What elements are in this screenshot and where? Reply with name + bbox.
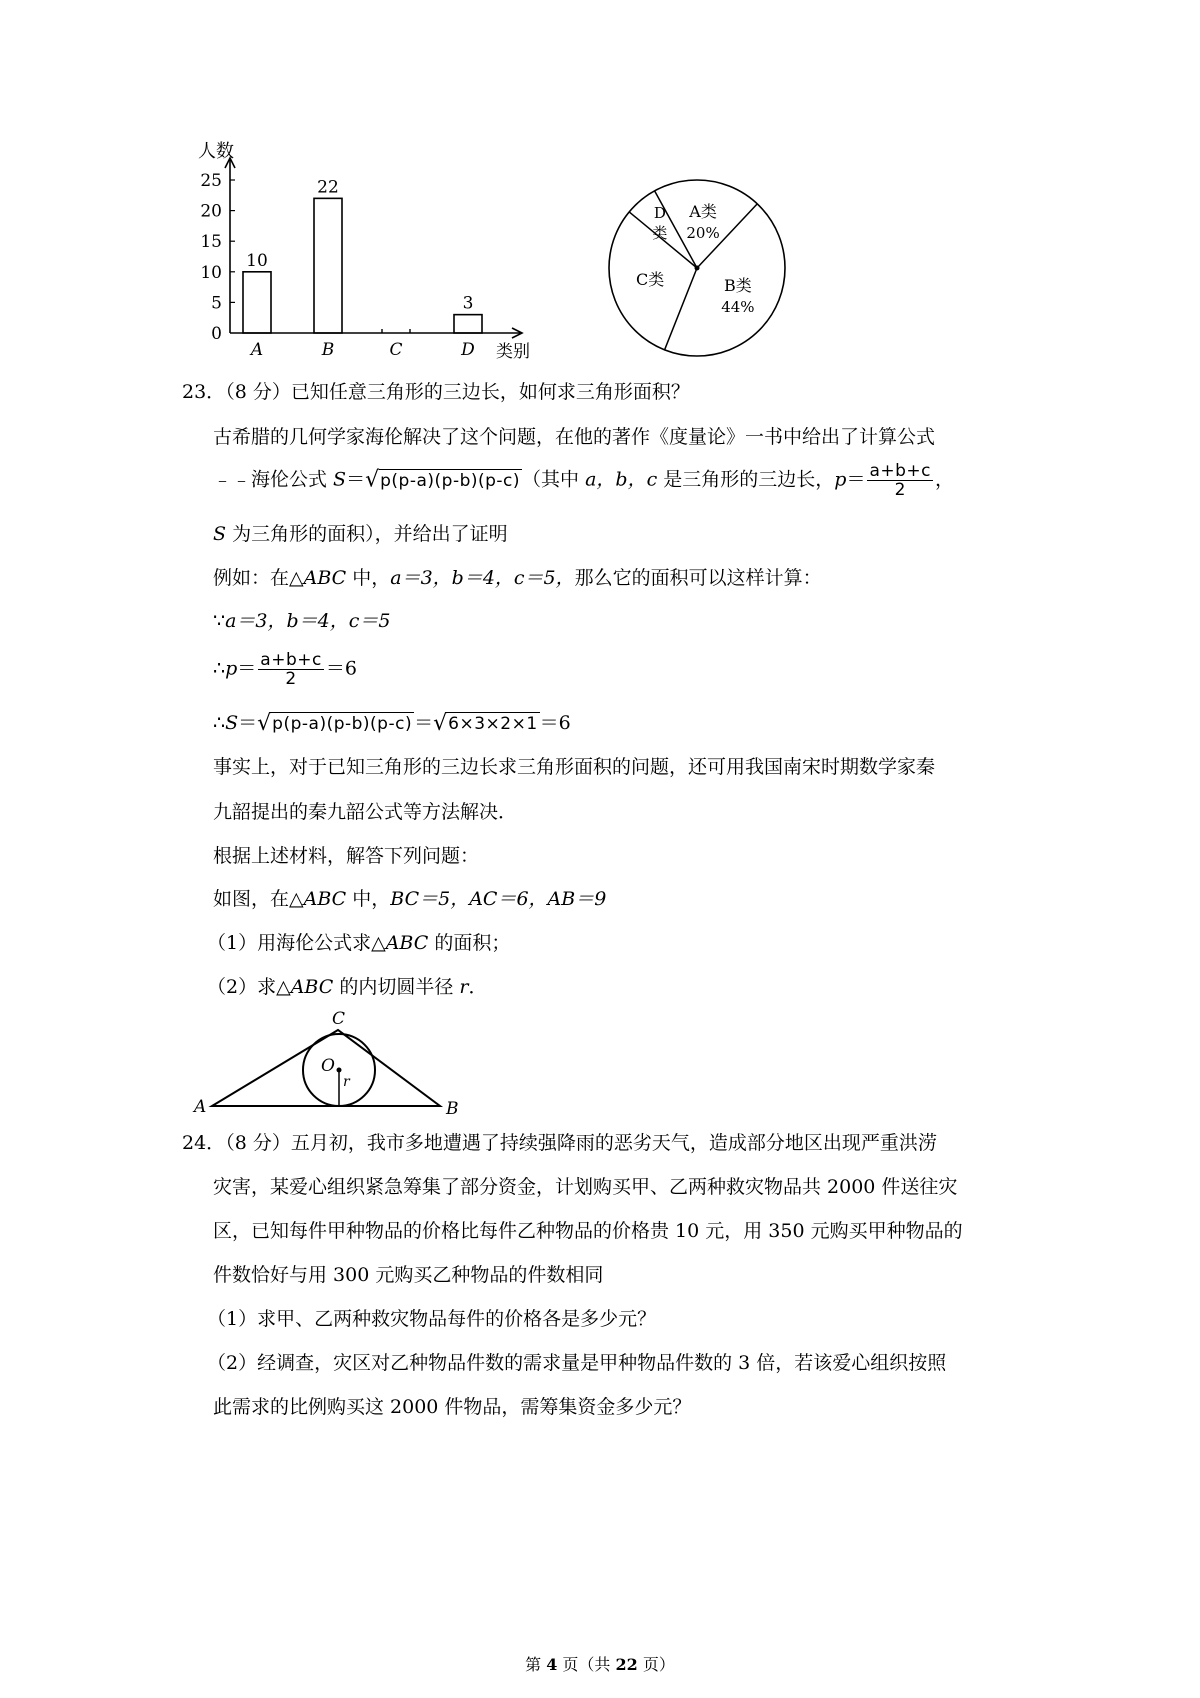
text: 的面积； <box>428 932 511 954</box>
pie-chart <box>600 165 800 365</box>
q24-line-3: 区，已知每件甲种物品的价格比每件乙种物品的价格贵 10 元，用 350 元购买甲种物品的 <box>213 1220 963 1242</box>
x-tick-label: D <box>461 340 475 360</box>
abc-vars: a，b，c <box>585 468 658 491</box>
q23-fact-2: 九韶提出的秦九韶公式等方法解决． <box>213 801 518 823</box>
data-label: 22 <box>317 177 339 198</box>
q23-number: 23． <box>182 381 226 403</box>
y-axis-label: 人数 <box>198 141 234 162</box>
bar <box>314 198 342 333</box>
q24-sub-2a: （2）经调查，灾区对乙种物品件数的需求量是甲种物品件数的 3 倍，若该爱心组织按照 <box>207 1352 947 1374</box>
text: 中， <box>346 567 391 589</box>
total-pages: 22 <box>615 1655 638 1674</box>
q24-number: 24． <box>182 1132 226 1154</box>
triangle-name: ABC <box>303 567 347 589</box>
pie-slice-label: 类 <box>652 223 668 242</box>
page-footer <box>0 1652 1200 1675</box>
q23-sub-1 <box>207 929 510 957</box>
q23-title: 已知任意三角形的三边长，如何求三角形面积？ <box>290 381 690 403</box>
equals-sign: ＝ <box>846 468 866 491</box>
var-p: p <box>834 468 847 491</box>
q23-p-calc-line <box>213 651 357 688</box>
triangle-name: ABC <box>290 976 334 998</box>
fraction-numerator: a+b+c <box>260 650 322 670</box>
fraction <box>867 462 933 499</box>
q24-sub-2b: 此需求的比例购买这 2000 件物品，需筹集资金多少元？ <box>213 1396 692 1418</box>
pie-center <box>695 266 700 271</box>
q23-paragraph-1: 古希腊的几何学家海伦解决了这个问题，在他的著作《度量论》一书中给出了计算公式 <box>213 426 936 448</box>
q23-paragraph-3 <box>213 520 508 548</box>
q24-score: （8 分） <box>225 1132 291 1154</box>
q24-line-1: 五月初，我市多地遭遇了持续强降雨的恶劣天气，造成部分地区出现严重洪涝 <box>290 1132 937 1154</box>
bar-chart <box>190 135 550 370</box>
pie-slice-label: A类 <box>689 201 717 221</box>
label-A: A <box>194 1097 207 1117</box>
center-point <box>337 1068 342 1073</box>
period: ． <box>468 976 488 998</box>
text: 例如：在△ <box>213 567 304 589</box>
equals-sign: ＝ <box>414 712 434 734</box>
var-S: S <box>333 468 347 491</box>
y-tick-label: 5 <box>211 293 222 314</box>
pie-slice-label: D <box>653 203 666 222</box>
result: ＝6 <box>539 712 571 734</box>
q23-given <box>213 885 606 913</box>
sqrt-numeric-expression: 6×3×2×1 <box>448 714 538 734</box>
side-values: BC＝5，AC＝6，AB＝9 <box>390 888 607 910</box>
q23-task: 根据上述材料，解答下列问题： <box>213 845 480 867</box>
q23-because-line <box>213 607 391 635</box>
y-tick-label: 0 <box>211 324 222 344</box>
x-axis-label: 类别 <box>496 342 530 362</box>
y-tick-label: 10 <box>200 262 222 283</box>
x-tick-label: B <box>321 340 335 360</box>
fraction-denominator: 2 <box>285 669 297 689</box>
footer-text: 第 <box>525 1655 547 1674</box>
label-r: r <box>343 1074 350 1090</box>
y-tick-label: 20 <box>200 201 222 222</box>
data-label: 3 <box>462 293 474 314</box>
q24-sub-1: （1）求甲、乙两种救灾物品每件的价格各是多少元？ <box>207 1308 657 1330</box>
sides-text: 是三角形的三边长， <box>657 468 835 491</box>
because-symbol: ∵ <box>213 610 226 632</box>
q23-fact-1: 事实上，对于已知三角形的三边长求三角形面积的问题，还可用我国南宋时期数学家秦 <box>213 756 936 778</box>
text: （1）用海伦公式求△ <box>207 932 386 954</box>
text: （2）求△ <box>207 976 291 998</box>
equals-sign: ＝ <box>238 712 258 734</box>
sqrt-expression: p(p-a)(p-b)(p-c) <box>272 714 413 734</box>
var-S: S <box>225 712 239 734</box>
fraction <box>258 651 324 688</box>
footer-text: 页（共 <box>557 1655 616 1674</box>
side-values: a＝3，b＝4，c＝5 <box>225 610 391 632</box>
text: 那么它的面积可以这样计算： <box>574 567 822 589</box>
var-S: S <box>213 523 227 545</box>
triangle-incircle-figure <box>190 1008 470 1120</box>
sqrt-icon: √ <box>257 711 272 736</box>
q23-example-intro <box>213 564 822 592</box>
x-tick-label: C <box>389 340 403 360</box>
q23-s-calc-line <box>213 709 571 738</box>
q23-heron-formula-line <box>213 462 954 499</box>
sqrt-icon: √ <box>433 711 448 736</box>
therefore-symbol: ∴ <box>213 712 226 734</box>
label-O: O <box>321 1056 335 1076</box>
triangle-name: ABC <box>303 888 347 910</box>
sqrt-icon: √ <box>365 467 380 493</box>
triangle-name: ABC <box>385 932 429 954</box>
sqrt-expression: p(p-a)(p-b)(p-c) <box>380 470 521 491</box>
data-label: 10 <box>246 250 268 271</box>
q23-sub-2 <box>207 973 487 1001</box>
y-tick-label: 15 <box>200 232 222 253</box>
q23-score: （8 分） <box>225 381 291 403</box>
paren-text: （其中 <box>522 468 586 491</box>
pie-slice-percent: 44% <box>721 297 755 316</box>
text: 如图，在△ <box>213 888 304 910</box>
page-number: 4 <box>546 1655 558 1674</box>
bar <box>454 315 482 333</box>
equals-sign: ＝ <box>237 657 257 680</box>
pie-slice-percent: 20% <box>686 223 720 242</box>
var-r: r <box>459 976 469 998</box>
equals-sign: ＝ <box>346 468 366 491</box>
pie-slice-label: C类 <box>635 270 665 290</box>
text: 的内切圆半径 <box>333 976 460 998</box>
label-C: C <box>332 1009 346 1029</box>
q24-heading <box>182 1129 937 1157</box>
footer-text: 页） <box>637 1655 675 1674</box>
pie-slice-border <box>665 268 697 350</box>
paragraph-text: 为三角形的面积），并给出了证明 <box>226 523 508 545</box>
fraction-numerator: a+b+c <box>869 461 932 481</box>
therefore-symbol: ∴ <box>213 657 226 680</box>
q24-line-4: 件数恰好与用 300 元购买乙种物品的件数相同 <box>213 1264 604 1286</box>
result: ＝6 <box>325 657 357 680</box>
dash-text: ﹣﹣海伦公式 <box>213 468 334 491</box>
y-tick-label: 25 <box>200 171 222 191</box>
text: 中， <box>346 888 391 910</box>
fraction-denominator: 2 <box>894 480 906 500</box>
side-values: a＝3，b＝4，c＝5， <box>390 567 575 589</box>
x-tick-label: A <box>250 340 264 360</box>
label-B: B <box>446 1099 459 1119</box>
q23-heading <box>182 378 690 406</box>
q24-line-2: 灾害，某爱心组织紧急筹集了部分资金，计划购买甲、乙两种救灾物品共 2000 件送往灾 <box>213 1176 958 1198</box>
comma: ， <box>935 468 955 491</box>
bar <box>243 272 271 333</box>
pie-slice-label: B类 <box>723 275 752 295</box>
var-p: p <box>225 657 238 680</box>
